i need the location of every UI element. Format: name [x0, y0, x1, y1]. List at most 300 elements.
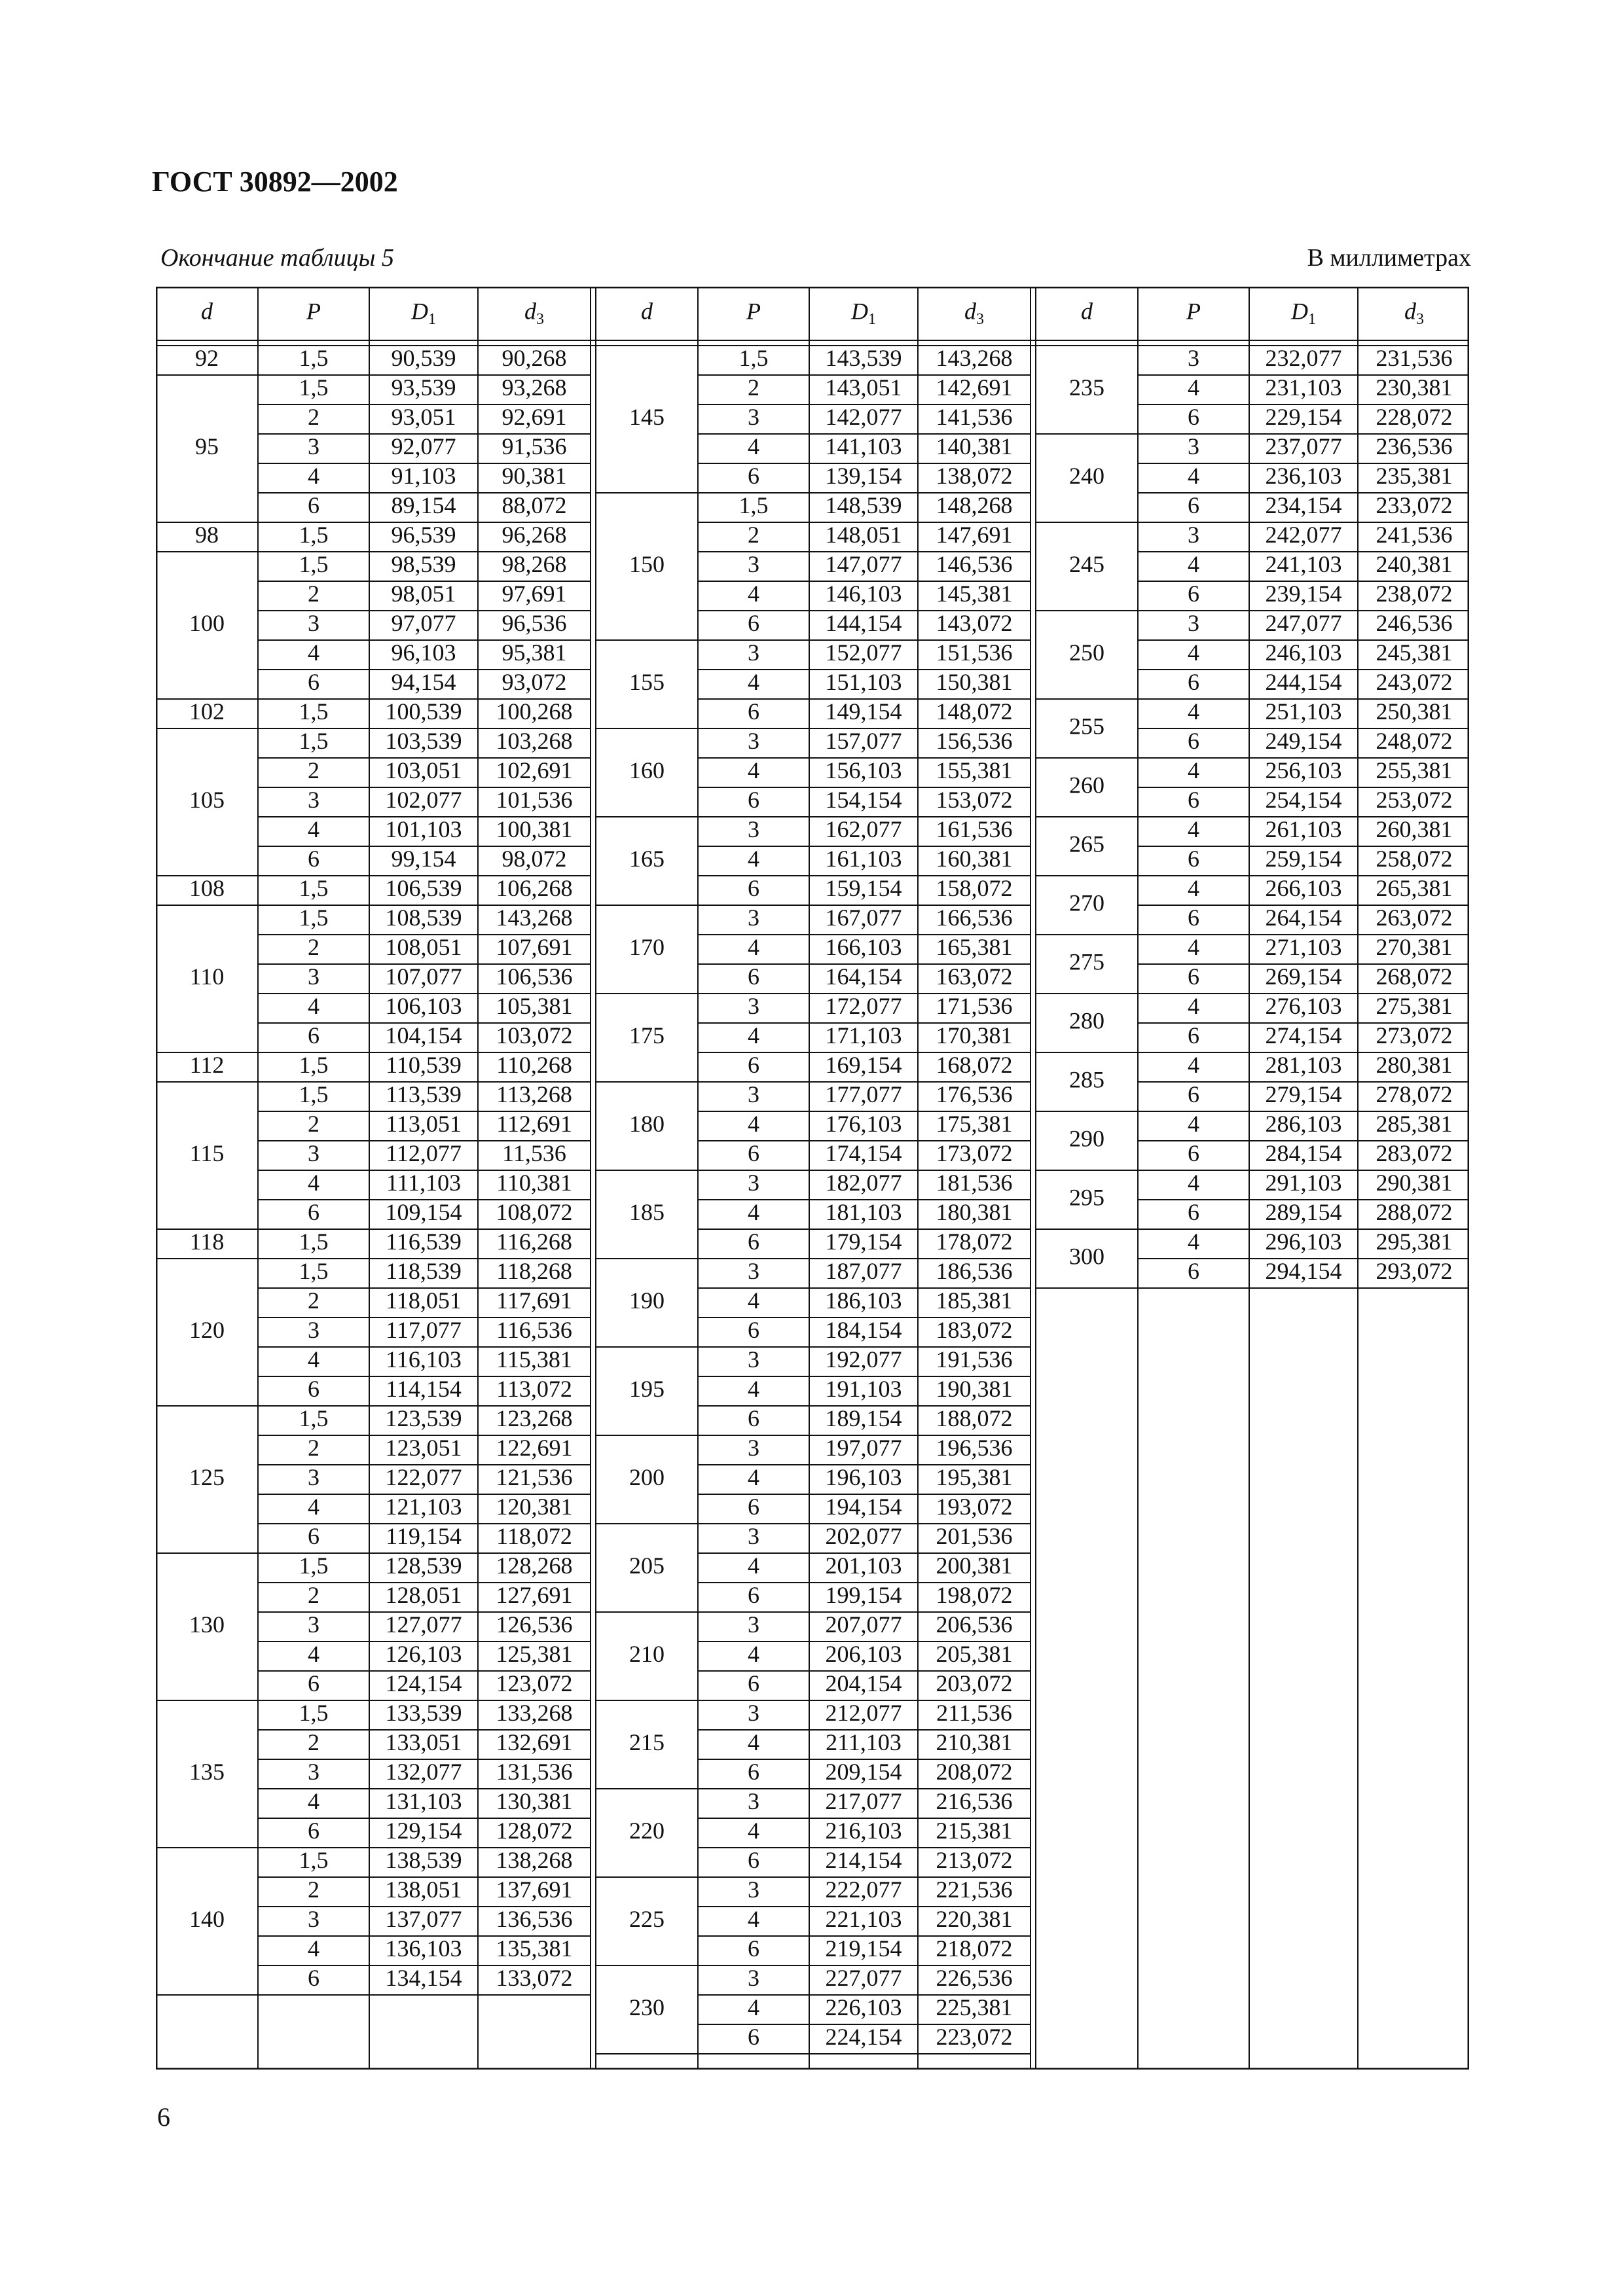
column-header: $d_3$: [964, 298, 984, 328]
minor-diameter-cell: 225,381: [936, 1994, 1013, 2020]
pitch-cell: 3: [748, 1964, 759, 1991]
minor-diameter-cell: 150,381: [936, 668, 1013, 695]
column-header: P: [306, 298, 321, 325]
pitch-cell: 4: [748, 1994, 759, 2020]
minor-diameter-cell: 125,381: [496, 1640, 573, 1667]
major-diameter-cell: 154,154: [825, 786, 902, 813]
major-diameter-cell: 226,103: [825, 1994, 902, 2020]
nominal-diameter-cell: 145: [629, 403, 665, 430]
nominal-diameter-cell: 125: [189, 1463, 225, 1490]
nominal-diameter-cell: 170: [629, 933, 665, 960]
minor-diameter-cell: 90,268: [501, 344, 567, 371]
major-diameter-cell: 142,077: [825, 403, 902, 430]
nominal-diameter-cell: 98: [195, 521, 219, 548]
pitch-cell: 1,5: [299, 1699, 329, 1726]
minor-diameter-cell: 165,381: [936, 933, 1013, 960]
minor-diameter-cell: 168,072: [936, 1051, 1013, 1078]
nominal-diameter-cell: 255: [1069, 713, 1104, 740]
minor-diameter-cell: 146,536: [936, 550, 1013, 577]
minor-diameter-cell: 210,381: [936, 1729, 1013, 1755]
nominal-diameter-cell: 160: [629, 757, 665, 783]
pitch-cell: 2: [308, 1729, 319, 1755]
major-diameter-cell: 244,154: [1265, 668, 1342, 695]
major-diameter-cell: 216,103: [825, 1817, 902, 1844]
pitch-cell: 6: [1188, 1198, 1199, 1225]
major-diameter-cell: 92,077: [391, 433, 456, 459]
pitch-cell: 3: [748, 639, 759, 666]
minor-diameter-cell: 147,691: [936, 521, 1013, 548]
pitch-cell: 4: [1188, 757, 1199, 783]
pitch-cell: 3: [308, 1905, 319, 1932]
minor-diameter-cell: 106,536: [496, 963, 573, 990]
pitch-cell: 4: [748, 1640, 759, 1667]
minor-diameter-cell: 128,268: [496, 1552, 573, 1579]
pitch-cell: 6: [748, 2023, 759, 2050]
major-diameter-cell: 98,051: [391, 580, 456, 607]
nominal-diameter-cell: 195: [629, 1375, 665, 1402]
major-diameter-cell: 174,154: [825, 1139, 902, 1166]
major-diameter-cell: 256,103: [1265, 757, 1342, 783]
major-diameter-cell: 294,154: [1265, 1257, 1342, 1284]
minor-diameter-cell: 97,691: [501, 580, 567, 607]
pitch-cell: 4: [1188, 374, 1199, 401]
thread-table-grid: [156, 287, 1469, 2070]
pitch-cell: 3: [308, 786, 319, 813]
minor-diameter-cell: 110,381: [496, 1169, 572, 1196]
minor-diameter-cell: 92,691: [501, 403, 567, 430]
minor-diameter-cell: 295,381: [1376, 1228, 1453, 1255]
minor-diameter-cell: 166,536: [936, 904, 1013, 931]
major-diameter-cell: 246,103: [1265, 639, 1342, 666]
pitch-cell: 4: [308, 1640, 319, 1667]
thread-dimensions-table: [156, 287, 1469, 2070]
minor-diameter-cell: 160,381: [936, 845, 1013, 872]
major-diameter-cell: 271,103: [1265, 933, 1342, 960]
major-diameter-cell: 121,103: [385, 1493, 462, 1520]
nominal-diameter-cell: 155: [629, 668, 665, 695]
pitch-cell: 6: [1188, 845, 1199, 872]
major-diameter-cell: 94,154: [391, 668, 456, 695]
column-header: $d_3$: [524, 298, 544, 328]
minor-diameter-cell: 260,381: [1376, 816, 1453, 842]
minor-diameter-cell: 128,072: [496, 1817, 573, 1844]
table-caption: Окончание таблицы 5: [160, 244, 394, 272]
minor-diameter-cell: 148,072: [936, 698, 1013, 725]
major-diameter-cell: 133,051: [385, 1729, 462, 1755]
pitch-cell: 3: [748, 1699, 759, 1726]
pitch-cell: 4: [1188, 698, 1199, 725]
major-diameter-cell: 102,077: [385, 786, 462, 813]
major-diameter-cell: 131,103: [385, 1787, 462, 1814]
major-diameter-cell: 192,077: [825, 1346, 902, 1372]
nominal-diameter-cell: 250: [1069, 639, 1104, 666]
minor-diameter-cell: 127,691: [496, 1581, 573, 1608]
pitch-cell: 3: [308, 963, 319, 990]
major-diameter-cell: 111,103: [386, 1169, 462, 1196]
pitch-cell: 1,5: [299, 521, 329, 548]
nominal-diameter-cell: 92: [195, 344, 219, 371]
pitch-cell: 6: [1188, 1022, 1199, 1049]
column-header: P: [746, 298, 761, 325]
pitch-cell: 6: [748, 462, 759, 489]
major-diameter-cell: 289,154: [1265, 1198, 1342, 1225]
minor-diameter-cell: 113,268: [496, 1081, 572, 1107]
pitch-cell: 2: [308, 1434, 319, 1461]
major-diameter-cell: 259,154: [1265, 845, 1342, 872]
major-diameter-cell: 90,539: [391, 344, 456, 371]
minor-diameter-cell: 133,268: [496, 1699, 573, 1726]
minor-diameter-cell: 122,691: [496, 1434, 573, 1461]
nominal-diameter-cell: 140: [189, 1905, 225, 1932]
pitch-cell: 6: [748, 963, 759, 990]
major-diameter-cell: 138,539: [385, 1846, 462, 1873]
minor-diameter-cell: 171,536: [936, 992, 1013, 1019]
major-diameter-cell: 254,154: [1265, 786, 1342, 813]
pitch-cell: 3: [748, 1169, 759, 1196]
pitch-cell: 3: [748, 1346, 759, 1372]
minor-diameter-cell: 250,381: [1376, 698, 1453, 725]
minor-diameter-cell: 278,072: [1376, 1081, 1453, 1107]
nominal-diameter-cell: 285: [1069, 1066, 1104, 1093]
pitch-cell: 3: [748, 816, 759, 842]
minor-diameter-cell: 181,536: [936, 1169, 1013, 1196]
pitch-cell: 6: [308, 1817, 319, 1844]
major-diameter-cell: 264,154: [1265, 904, 1342, 931]
minor-diameter-cell: 98,268: [501, 550, 567, 577]
pitch-cell: 3: [308, 1463, 319, 1490]
pitch-cell: 6: [748, 609, 759, 636]
major-diameter-cell: 249,154: [1265, 727, 1342, 754]
units-note: В миллиметрах: [1307, 244, 1471, 272]
pitch-cell: 4: [748, 668, 759, 695]
column-header: d: [1081, 298, 1093, 325]
major-diameter-cell: 136,103: [385, 1935, 462, 1962]
minor-diameter-cell: 151,536: [936, 639, 1013, 666]
major-diameter-cell: 108,539: [385, 904, 462, 931]
nominal-diameter-cell: 102: [189, 698, 225, 725]
minor-diameter-cell: 206,536: [936, 1611, 1013, 1638]
pitch-cell: 3: [308, 433, 319, 459]
minor-diameter-cell: 263,072: [1376, 904, 1453, 931]
minor-diameter-cell: 241,536: [1376, 521, 1453, 548]
nominal-diameter-cell: 280: [1069, 1007, 1104, 1034]
major-diameter-cell: 186,103: [825, 1287, 902, 1314]
major-diameter-cell: 181,103: [825, 1198, 902, 1225]
pitch-cell: 3: [748, 992, 759, 1019]
pitch-cell: 4: [748, 1729, 759, 1755]
minor-diameter-cell: 123,072: [496, 1670, 573, 1696]
minor-diameter-cell: 205,381: [936, 1640, 1013, 1667]
pitch-cell: 1,5: [739, 492, 769, 518]
pitch-cell: 4: [748, 1022, 759, 1049]
minor-diameter-cell: 236,536: [1376, 433, 1453, 459]
pitch-cell: 3: [748, 1876, 759, 1903]
pitch-cell: 6: [308, 668, 319, 695]
nominal-diameter-cell: 260: [1069, 772, 1104, 798]
major-diameter-cell: 146,103: [825, 580, 902, 607]
minor-diameter-cell: 156,536: [936, 727, 1013, 754]
pitch-cell: 3: [748, 1611, 759, 1638]
nominal-diameter-cell: 215: [629, 1729, 665, 1755]
nominal-diameter-cell: 120: [189, 1316, 225, 1343]
nominal-diameter-cell: 165: [629, 845, 665, 872]
minor-diameter-cell: 140,381: [936, 433, 1013, 459]
minor-diameter-cell: 131,536: [496, 1758, 573, 1785]
major-diameter-cell: 212,077: [825, 1699, 902, 1726]
minor-diameter-cell: 96,536: [501, 609, 567, 636]
minor-diameter-cell: 117,691: [496, 1287, 572, 1314]
pitch-cell: 3: [308, 1139, 319, 1166]
minor-diameter-cell: 228,072: [1376, 403, 1453, 430]
pitch-cell: 4: [1188, 874, 1199, 901]
pitch-cell: 4: [308, 462, 319, 489]
minor-diameter-cell: 105,381: [496, 992, 573, 1019]
pitch-cell: 4: [748, 1375, 759, 1402]
nominal-diameter-cell: 135: [189, 1758, 225, 1785]
pitch-cell: 6: [308, 492, 319, 518]
pitch-cell: 4: [308, 1493, 319, 1520]
major-diameter-cell: 202,077: [825, 1522, 902, 1549]
major-diameter-cell: 98,539: [391, 550, 456, 577]
minor-diameter-cell: 231,536: [1376, 344, 1453, 371]
major-diameter-cell: 266,103: [1265, 874, 1342, 901]
major-diameter-cell: 284,154: [1265, 1139, 1342, 1166]
major-diameter-cell: 176,103: [825, 1110, 902, 1137]
major-diameter-cell: 128,539: [385, 1552, 462, 1579]
minor-diameter-cell: 253,072: [1376, 786, 1453, 813]
pitch-cell: 6: [308, 1964, 319, 1991]
major-diameter-cell: 103,051: [385, 757, 462, 783]
pitch-cell: 2: [308, 933, 319, 960]
major-diameter-cell: 224,154: [825, 2023, 902, 2050]
pitch-cell: 6: [308, 845, 319, 872]
pitch-cell: 3: [748, 550, 759, 577]
minor-diameter-cell: 11,536: [502, 1139, 566, 1166]
minor-diameter-cell: 132,691: [496, 1729, 573, 1755]
pitch-cell: 4: [1188, 1228, 1199, 1255]
major-diameter-cell: 247,077: [1265, 609, 1342, 636]
major-diameter-cell: 134,154: [385, 1964, 462, 1991]
pitch-cell: 2: [308, 1876, 319, 1903]
column-header: $D_1$: [1291, 298, 1316, 328]
minor-diameter-cell: 270,381: [1376, 933, 1453, 960]
major-diameter-cell: 143,539: [825, 344, 902, 371]
pitch-cell: 6: [1188, 1257, 1199, 1284]
pitch-cell: 1,5: [299, 550, 329, 577]
major-diameter-cell: 196,103: [825, 1463, 902, 1490]
major-diameter-cell: 129,154: [385, 1817, 462, 1844]
minor-diameter-cell: 185,381: [936, 1287, 1013, 1314]
column-subscript: 3: [1416, 310, 1424, 328]
pitch-cell: 4: [308, 1169, 319, 1196]
major-diameter-cell: 112,077: [386, 1139, 462, 1166]
minor-diameter-cell: 90,381: [501, 462, 567, 489]
major-diameter-cell: 239,154: [1265, 580, 1342, 607]
pitch-cell: 6: [1188, 492, 1199, 518]
major-diameter-cell: 222,077: [825, 1876, 902, 1903]
nominal-diameter-cell: 100: [189, 609, 225, 636]
pitch-cell: 6: [748, 1758, 759, 1785]
minor-diameter-cell: 170,381: [936, 1022, 1013, 1049]
major-diameter-cell: 147,077: [825, 550, 902, 577]
major-diameter-cell: 118,051: [386, 1287, 462, 1314]
pitch-cell: 6: [748, 786, 759, 813]
pitch-cell: 1,5: [299, 874, 329, 901]
pitch-cell: 6: [748, 1670, 759, 1696]
major-diameter-cell: 261,103: [1265, 816, 1342, 842]
minor-diameter-cell: 223,072: [936, 2023, 1013, 2050]
major-diameter-cell: 242,077: [1265, 521, 1342, 548]
pitch-cell: 3: [308, 609, 319, 636]
column-subscript: 3: [976, 310, 984, 328]
pitch-cell: 1,5: [299, 727, 329, 754]
major-diameter-cell: 113,539: [386, 1081, 462, 1107]
pitch-cell: 6: [308, 1198, 319, 1225]
major-diameter-cell: 217,077: [825, 1787, 902, 1814]
major-diameter-cell: 126,103: [385, 1640, 462, 1667]
minor-diameter-cell: 233,072: [1376, 492, 1453, 518]
minor-diameter-cell: 175,381: [936, 1110, 1013, 1137]
nominal-diameter-cell: 108: [189, 874, 225, 901]
pitch-cell: 4: [1188, 933, 1199, 960]
pitch-cell: 4: [1188, 550, 1199, 577]
minor-diameter-cell: 155,381: [936, 757, 1013, 783]
major-diameter-cell: 167,077: [825, 904, 902, 931]
major-diameter-cell: 241,103: [1265, 550, 1342, 577]
major-diameter-cell: 194,154: [825, 1493, 902, 1520]
nominal-diameter-cell: 220: [629, 1817, 665, 1844]
minor-diameter-cell: 143,268: [936, 344, 1013, 371]
minor-diameter-cell: 246,536: [1376, 609, 1453, 636]
minor-diameter-cell: 290,381: [1376, 1169, 1453, 1196]
major-diameter-cell: 96,103: [391, 639, 456, 666]
pitch-cell: 6: [1188, 668, 1199, 695]
minor-diameter-cell: 148,268: [936, 492, 1013, 518]
nominal-diameter-cell: 190: [629, 1287, 665, 1314]
pitch-cell: 4: [748, 1287, 759, 1314]
major-diameter-cell: 166,103: [825, 933, 902, 960]
nominal-diameter-cell: 290: [1069, 1125, 1104, 1152]
pitch-cell: 6: [1188, 403, 1199, 430]
major-diameter-cell: 189,154: [825, 1405, 902, 1431]
minor-diameter-cell: 176,536: [936, 1081, 1013, 1107]
major-diameter-cell: 144,154: [825, 609, 902, 636]
major-diameter-cell: 116,539: [386, 1228, 462, 1255]
pitch-cell: 3: [748, 403, 759, 430]
major-diameter-cell: 137,077: [385, 1905, 462, 1932]
minor-diameter-cell: 100,381: [496, 816, 573, 842]
minor-diameter-cell: 201,536: [936, 1522, 1013, 1549]
pitch-cell: 4: [748, 933, 759, 960]
major-diameter-cell: 108,051: [385, 933, 462, 960]
major-diameter-cell: 124,154: [385, 1670, 462, 1696]
minor-diameter-cell: 91,536: [501, 433, 567, 459]
major-diameter-cell: 101,103: [385, 816, 462, 842]
nominal-diameter-cell: 118: [189, 1228, 225, 1255]
minor-diameter-cell: 173,072: [936, 1139, 1013, 1166]
major-diameter-cell: 276,103: [1265, 992, 1342, 1019]
minor-diameter-cell: 143,268: [496, 904, 573, 931]
major-diameter-cell: 127,077: [385, 1611, 462, 1638]
major-diameter-cell: 274,154: [1265, 1022, 1342, 1049]
pitch-cell: 2: [308, 1110, 319, 1137]
major-diameter-cell: 211,103: [826, 1729, 902, 1755]
nominal-diameter-cell: 95: [195, 433, 219, 459]
minor-diameter-cell: 280,381: [1376, 1051, 1453, 1078]
minor-diameter-cell: 130,381: [496, 1787, 573, 1814]
major-diameter-cell: 221,103: [825, 1905, 902, 1932]
pitch-cell: 1,5: [299, 1257, 329, 1284]
nominal-diameter-cell: 225: [629, 1905, 665, 1932]
minor-diameter-cell: 158,072: [936, 874, 1013, 901]
minor-diameter-cell: 240,381: [1376, 550, 1453, 577]
minor-diameter-cell: 293,072: [1376, 1257, 1453, 1284]
pitch-cell: 3: [748, 1257, 759, 1284]
column-header: $d_3$: [1404, 298, 1424, 328]
pitch-cell: 3: [1188, 521, 1199, 548]
pitch-cell: 4: [1188, 1051, 1199, 1078]
pitch-cell: 6: [748, 1051, 759, 1078]
minor-diameter-cell: 103,268: [496, 727, 573, 754]
pitch-cell: 3: [748, 1081, 759, 1107]
minor-diameter-cell: 208,072: [936, 1758, 1013, 1785]
minor-diameter-cell: 116,536: [496, 1316, 572, 1343]
minor-diameter-cell: 108,072: [496, 1198, 573, 1225]
page-number: 6: [157, 2102, 170, 2132]
major-diameter-cell: 162,077: [825, 816, 902, 842]
major-diameter-cell: 148,539: [825, 492, 902, 518]
minor-diameter-cell: 220,381: [936, 1905, 1013, 1932]
major-diameter-cell: 227,077: [825, 1964, 902, 1991]
pitch-cell: 3: [308, 1758, 319, 1785]
pitch-cell: 4: [748, 1552, 759, 1579]
major-diameter-cell: 269,154: [1265, 963, 1342, 990]
minor-diameter-cell: 88,072: [501, 492, 567, 518]
major-diameter-cell: 199,154: [825, 1581, 902, 1608]
major-diameter-cell: 89,154: [391, 492, 456, 518]
pitch-cell: 2: [308, 757, 319, 783]
minor-diameter-cell: 211,536: [936, 1699, 1012, 1726]
minor-diameter-cell: 243,072: [1376, 668, 1453, 695]
pitch-cell: 1,5: [299, 1228, 329, 1255]
minor-diameter-cell: 213,072: [936, 1846, 1013, 1873]
major-diameter-cell: 93,539: [391, 374, 456, 401]
minor-diameter-cell: 141,536: [936, 403, 1013, 430]
major-diameter-cell: 117,077: [386, 1316, 462, 1343]
pitch-cell: 6: [748, 1316, 759, 1343]
pitch-cell: 6: [1188, 580, 1199, 607]
pitch-cell: 6: [308, 1522, 319, 1549]
major-diameter-cell: 296,103: [1265, 1228, 1342, 1255]
pitch-cell: 6: [308, 1670, 319, 1696]
minor-diameter-cell: 112,691: [496, 1110, 572, 1137]
major-diameter-cell: 177,077: [825, 1081, 902, 1107]
minor-diameter-cell: 142,691: [936, 374, 1013, 401]
major-diameter-cell: 151,103: [825, 668, 902, 695]
major-diameter-cell: 133,539: [385, 1699, 462, 1726]
major-diameter-cell: 118,539: [386, 1257, 462, 1284]
pitch-cell: 3: [748, 1522, 759, 1549]
pitch-cell: 4: [748, 1463, 759, 1490]
major-diameter-cell: 97,077: [391, 609, 456, 636]
minor-diameter-cell: 180,381: [936, 1198, 1013, 1225]
major-diameter-cell: 159,154: [825, 874, 902, 901]
minor-diameter-cell: 118,268: [496, 1257, 572, 1284]
column-subscript: 1: [868, 310, 876, 328]
major-diameter-cell: 169,154: [825, 1051, 902, 1078]
pitch-cell: 4: [1188, 1169, 1199, 1196]
minor-diameter-cell: 275,381: [1376, 992, 1453, 1019]
